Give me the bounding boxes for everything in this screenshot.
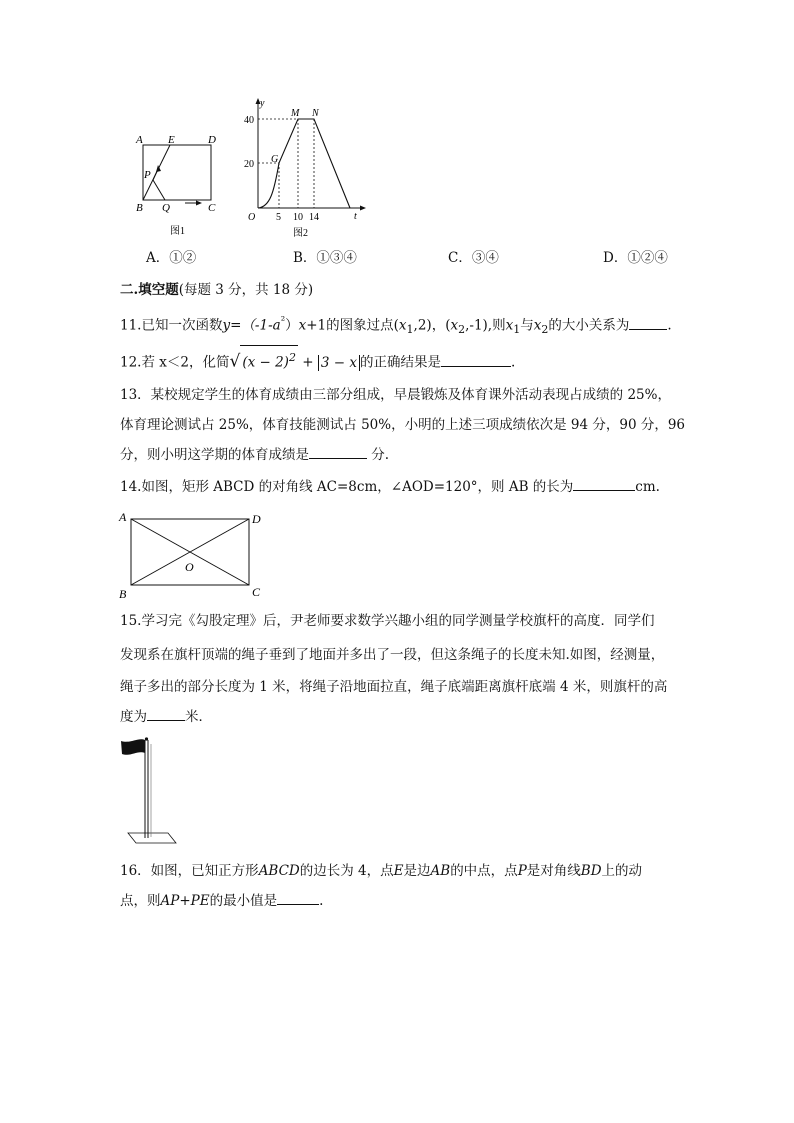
figure-1 bbox=[130, 128, 225, 238]
section-heading bbox=[120, 281, 313, 299]
choices-2-letter: C． bbox=[448, 250, 472, 266]
q16-f: AB bbox=[430, 863, 451, 879]
q16-b: ABCD bbox=[258, 863, 300, 879]
q11-t: . bbox=[667, 317, 672, 334]
q16-g: 的中点，点 bbox=[450, 863, 518, 879]
q11-g: +1的图象过点( bbox=[306, 317, 399, 334]
label-b: B bbox=[136, 202, 143, 214]
rectangle-abcd bbox=[143, 145, 211, 200]
choices-0-letter: A． bbox=[146, 250, 170, 266]
choices-1-letter: B． bbox=[293, 250, 317, 266]
answer-blank-12[interactable] bbox=[441, 354, 511, 367]
t-axis-arrow bbox=[360, 206, 366, 211]
answer-blank-13[interactable] bbox=[309, 446, 367, 459]
q16-n: + bbox=[179, 893, 191, 909]
t-axis-label: t bbox=[354, 211, 357, 222]
label-p: P bbox=[144, 169, 151, 181]
choices-1-text: ①③④ bbox=[316, 250, 357, 266]
label-q: Q bbox=[162, 202, 170, 214]
q16-k: 上的动 bbox=[601, 863, 643, 879]
choice-a bbox=[146, 249, 196, 267]
answer-blank-14[interactable] bbox=[573, 478, 635, 491]
choices-2-text: ③④ bbox=[471, 250, 499, 266]
q11-n: x bbox=[505, 317, 514, 334]
q12-f: 的正确结果是 bbox=[359, 354, 441, 371]
question-14 bbox=[120, 478, 660, 496]
arrowhead-q bbox=[196, 201, 202, 206]
q11-a: 11.已知一次函数 bbox=[120, 317, 223, 334]
answer-blank-16[interactable] bbox=[277, 892, 319, 905]
choice-d bbox=[603, 249, 668, 267]
q16-q: . bbox=[319, 893, 324, 909]
q11-j: ,2)，( bbox=[413, 317, 451, 334]
q16-a: 16．如图，已知正方形 bbox=[120, 863, 259, 879]
question-15-line-4 bbox=[120, 708, 212, 726]
question-15-line-2: 发现系在旗杆顶端的绳子垂到了地面并多出了一段，但这条绳子的长度未知.如图，经测量， bbox=[120, 647, 665, 663]
q11-c: a bbox=[272, 317, 281, 334]
choice-b bbox=[293, 249, 357, 267]
q12-c: 2 bbox=[288, 351, 296, 364]
section_note: (每题 3 分，共 18 分) bbox=[178, 282, 314, 298]
q11-k: x bbox=[450, 317, 459, 334]
flagpole-picture bbox=[118, 736, 186, 848]
y-axis-label: y bbox=[260, 98, 265, 109]
choices-0-text: ①② bbox=[169, 250, 197, 266]
label-b: B bbox=[119, 587, 127, 601]
q11-i: 1 bbox=[406, 323, 414, 337]
q11-h: x bbox=[398, 317, 407, 334]
q16-e: 是边 bbox=[403, 863, 431, 879]
segment-pq bbox=[153, 180, 165, 200]
question-15-line-3: 绳子多出的部分长度为 1 米，将绳子沿地面拉直，绳子底端距离旗杆底端 4 米，则旗杆的高 bbox=[120, 679, 668, 695]
q11-p: 与 bbox=[520, 317, 534, 334]
point-m: M bbox=[291, 108, 300, 119]
q11-m: ,-1),则 bbox=[465, 317, 506, 334]
q15-line4b: 米． bbox=[185, 709, 212, 725]
q12-d: + bbox=[302, 354, 314, 371]
q16-c: 的边长为 4，点 bbox=[299, 863, 394, 879]
label-a: A bbox=[136, 134, 143, 146]
question-16-line-2 bbox=[120, 892, 323, 910]
q12-b: (x − 2) bbox=[242, 354, 289, 371]
q16-l: 点，则 bbox=[120, 893, 161, 909]
figure-rectangle bbox=[116, 506, 276, 602]
label-o: O bbox=[185, 560, 194, 574]
q16-j: BD bbox=[580, 863, 602, 879]
arrowhead-p bbox=[156, 165, 161, 172]
q15-line4a: 度为 bbox=[120, 709, 147, 725]
question-13-line-2: 体育理论测试占 25%，体育技能测试占 50%，小明的上述三项成绩依次是 94 分，90 分，96 bbox=[120, 417, 686, 433]
q11-e: ） bbox=[285, 317, 299, 334]
figure-2-caption: 图2 bbox=[293, 228, 308, 239]
question-12: 12.若 x＜2，化简√ $(x - 2)^2 + 3 - x$ 的正确结果是 . bbox=[120, 345, 515, 375]
section_title: 二.填空题 bbox=[120, 282, 179, 298]
question-11 bbox=[120, 312, 672, 339]
q16-o: PE bbox=[190, 893, 210, 909]
q14-a: 14.如图，矩形 ABCD 的对角线 AC=8cm，∠AOD=120°，则 AB 的长为 bbox=[120, 479, 574, 495]
choices-3-letter: D． bbox=[603, 250, 628, 266]
q13-line3a: 分，则小明这学期的体育成绩是 bbox=[120, 447, 309, 463]
label-d: D bbox=[252, 512, 261, 526]
figure-1-caption: 图1 bbox=[170, 226, 185, 237]
t-tick-5: 5 bbox=[276, 212, 281, 223]
answer-blank-11[interactable] bbox=[629, 317, 667, 330]
q11-q: x bbox=[533, 317, 542, 334]
q11-f: x bbox=[298, 317, 307, 334]
q16-d: E bbox=[393, 863, 404, 879]
label-c: C bbox=[252, 585, 261, 599]
q16-i: 是对角线 bbox=[526, 863, 581, 879]
choices-3-text: ①②④ bbox=[627, 250, 668, 266]
q11-s: 的大小关系为 bbox=[548, 317, 630, 334]
origin-label: O bbox=[248, 212, 256, 223]
q11-r: 2 bbox=[541, 323, 549, 337]
label-c: C bbox=[208, 202, 216, 214]
flag-icon bbox=[121, 739, 145, 755]
question-15-line-1: 15.学习完《勾股定理》后，尹老师要求数学兴趣小组的同学测量学校旗杆的高度．同学们 bbox=[120, 613, 655, 629]
q11-d: ² bbox=[280, 314, 286, 327]
y-tick-20: 20 bbox=[244, 159, 254, 170]
q11-b: y=（-1- bbox=[222, 317, 273, 334]
flagpole-base bbox=[128, 833, 176, 843]
q13-line3b: 分. bbox=[371, 447, 390, 463]
question-13-line-1: 13．某校规定学生的体育成绩由三部分组成，早晨锻炼及体育课外活动表现占成绩的 25%， bbox=[120, 387, 671, 403]
y-tick-40: 40 bbox=[244, 115, 254, 126]
q16-p: 的最小值是 bbox=[209, 893, 278, 909]
choice-c bbox=[448, 249, 499, 267]
answer-blank-15[interactable] bbox=[147, 708, 185, 721]
q12-g: . bbox=[510, 354, 516, 371]
q12-e: 3 − x bbox=[318, 355, 360, 371]
figure-2 bbox=[238, 96, 368, 240]
question-16-line-1 bbox=[120, 862, 642, 880]
q11-l: 2 bbox=[458, 323, 466, 337]
q14-b: cm. bbox=[635, 479, 660, 495]
label-d: D bbox=[208, 134, 216, 146]
t-tick-14: 14 bbox=[309, 212, 319, 223]
t-tick-10: 10 bbox=[293, 212, 303, 223]
q11-o: 1 bbox=[513, 323, 521, 337]
pole-top bbox=[145, 737, 148, 740]
label-e: E bbox=[168, 134, 175, 146]
point-n: N bbox=[312, 108, 319, 119]
label-a: A bbox=[119, 510, 127, 524]
q12-a: 12.若 x＜2，化简 bbox=[120, 354, 230, 371]
q16-m: AP bbox=[160, 893, 180, 909]
point-g: G bbox=[271, 154, 279, 165]
q16-h: P bbox=[517, 863, 527, 879]
question-13-line-3 bbox=[120, 446, 389, 464]
